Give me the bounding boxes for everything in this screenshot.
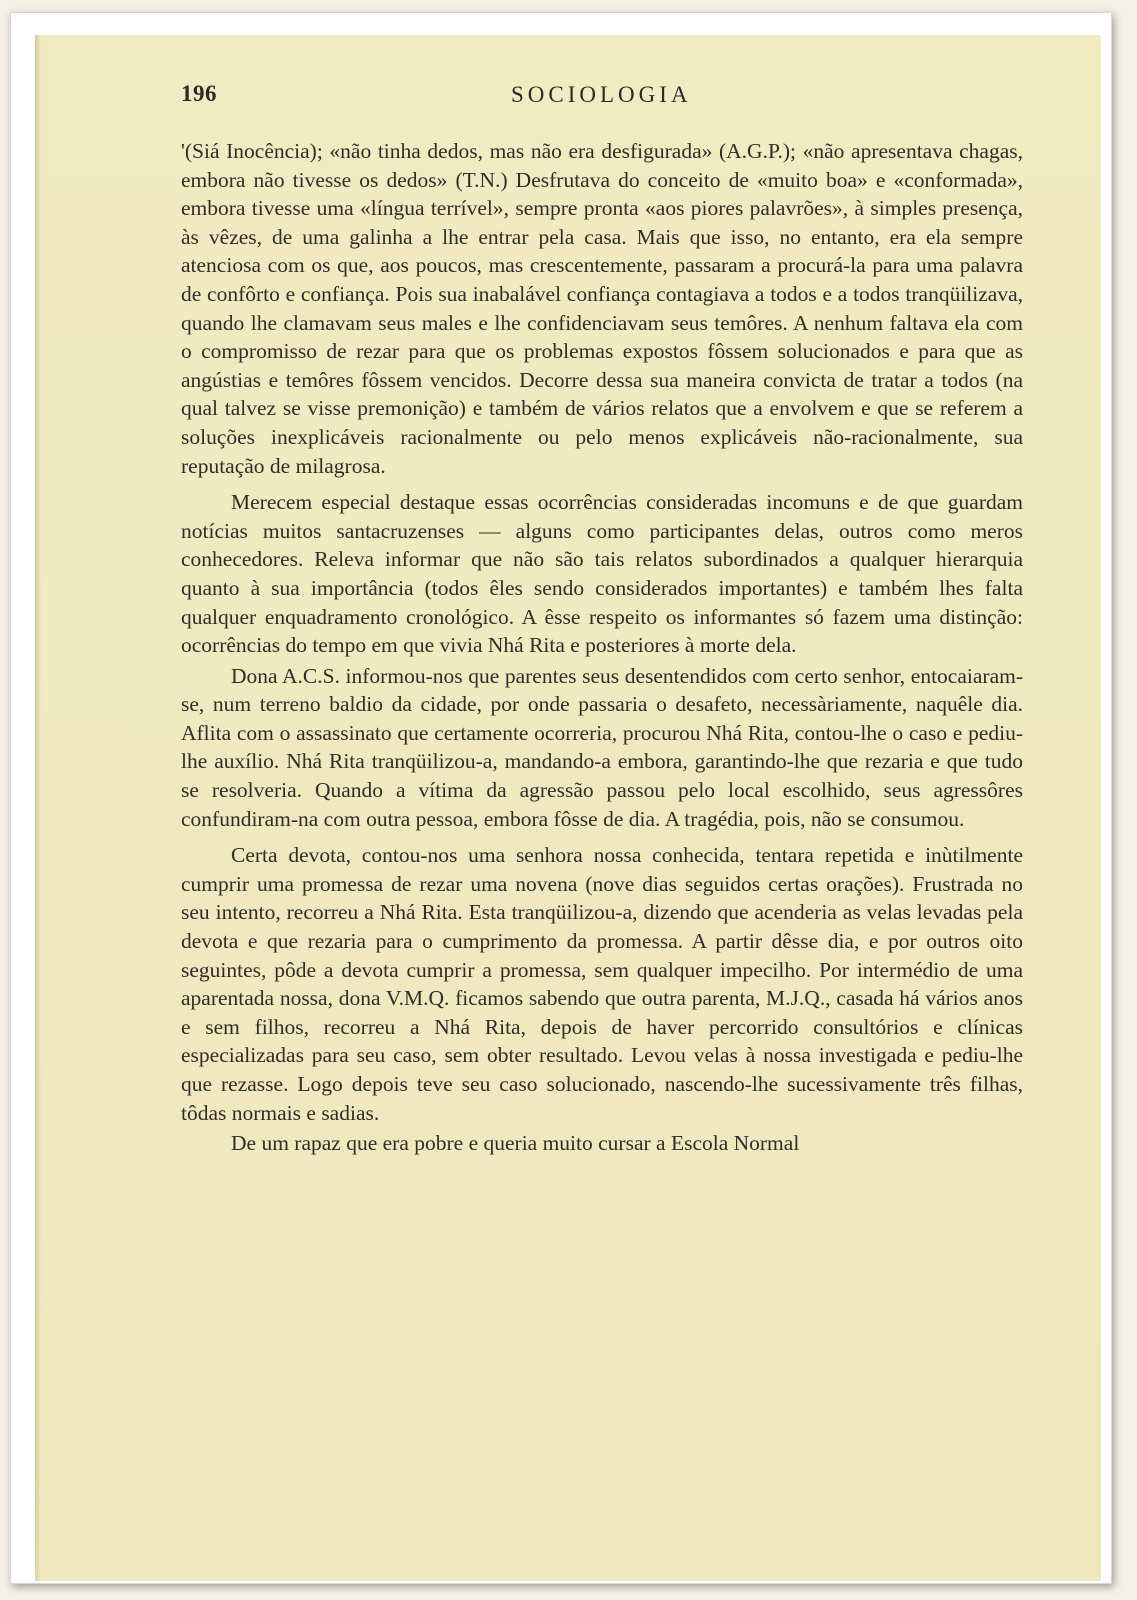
paragraph: Merecem especial destaque essas ocorrências consideradas incomuns e de que guardam notícias muitos santacruzenses — alguns como participantes delas, outros como meros conhecedores. Releva informar que não são tais relatos subordinados a qualquer hierarquia quanto à sua importância (todos êles sendo considerados importantes) e também lhes falta qualquer enquadramento cronológico. A êsse respeito os informantes só fazem uma distinção: ocorrências do tempo em que vivia Nhá Rita e posteriores à morte dela. [181, 490, 1023, 658]
paragraph: '(Siá Inocência); «não tinha dedos, mas não era desfigurada» (A.G.P.); «não apresentava chagas, embora não tivesse os dedos» (T.N.) Desfrutava do conceito de «muito boa» e «conformada», embora tivesse uma «língua terrível», sempre pronta «aos piores palavrões», à simples presença, às vêzes, de uma galinha a lhe entrar pela casa. Mais que isso, no entanto, era ela sempre atenciosa com os que, aos poucos, mas crescentemente, passaram a procurá-la para uma palavra de confôrto e confiança. Pois sua inabalável confiança contagiava a todos e a todos tranqüilizava, quando lhe clamavam seus males e lhe confidenciavam seus temôres. A nenhum faltava ela com o compromisso de rezar para que os problemas expostos fôssem solucionados e para que as angústias e temôres fôssem vencidos. Decorre dessa sua maneira convicta de tratar a todos (na qual talvez se visse premonição) e também de vários relatos que a envolvem e que se referem a soluções inexplicáveis racionalmente ou pelo menos explicáveis não-racionalmente, sua reputação de milagrosa. [181, 139, 1023, 478]
book-page [35, 35, 1101, 1581]
paragraph: De um rapaz que era pobre e queria muito cursar a Escola Normal [231, 1131, 800, 1156]
paragraph: Dona A.C.S. informou-nos que parentes seus desentendidos com certo senhor, entocaiaram-se, num terreno baldio da cidade, por onde passaria o desafeto, necessàriamente, naquêle dia. Aflita com o assassinato que certamente ocorreria, procurou Nhá Rita, contou-lhe o caso e pediu-lhe auxílio. Nhá Rita tranqüilizou-a, mandando-a embora, garantindo-lhe que rezaria e que tudo se resolveria. Quando a vítima da agressão passou pelo local escolhido, seus agressôres confundiram-na com outra pessoa, embora fôsse de dia. A tragédia, pois, não se consumou. [181, 663, 1023, 831]
running-title: SOCIOLOGIA [511, 82, 692, 107]
bottom-fade [35, 1431, 1101, 1581]
page-header [181, 81, 1041, 115]
paragraph: Certa devota, contou-nos uma senhora nossa conhecida, tentara repetida e inùtilmente cumprir uma promessa de rezar uma novena (nove dias seguidos certas orações). Frustrada no seu intento, recorreu a Nhá Rita. Esta tranqüilizou-a, dizendo que acenderia as velas levadas pela devota e que rezaria para o cumprimento da promessa. A partir dêsse dia, e por outros oito seguintes, pôde a devota cumprir a promessa, sem qualquer impecilho. Por intermédio de uma aparentada nossa, dona V.M.Q. ficamos sabendo que outra parenta, M.J.Q., casada há vários anos e sem filhos, recorreu a Nhá Rita, depois de haver percorrido consultórios e clínicas especializadas para seu caso, sem obter resultado. Levou velas à nossa investigada e pediu-lhe que rezasse. Logo depois teve seu caso solucionado, nascendo-lhe sucessivamente três filhas, tôdas normais e sadias. [181, 843, 1023, 1125]
page-frame [10, 12, 1112, 1584]
page-number: 196 [181, 81, 217, 106]
body-text [181, 137, 1023, 1158]
page-edge-shadow [35, 35, 41, 1581]
